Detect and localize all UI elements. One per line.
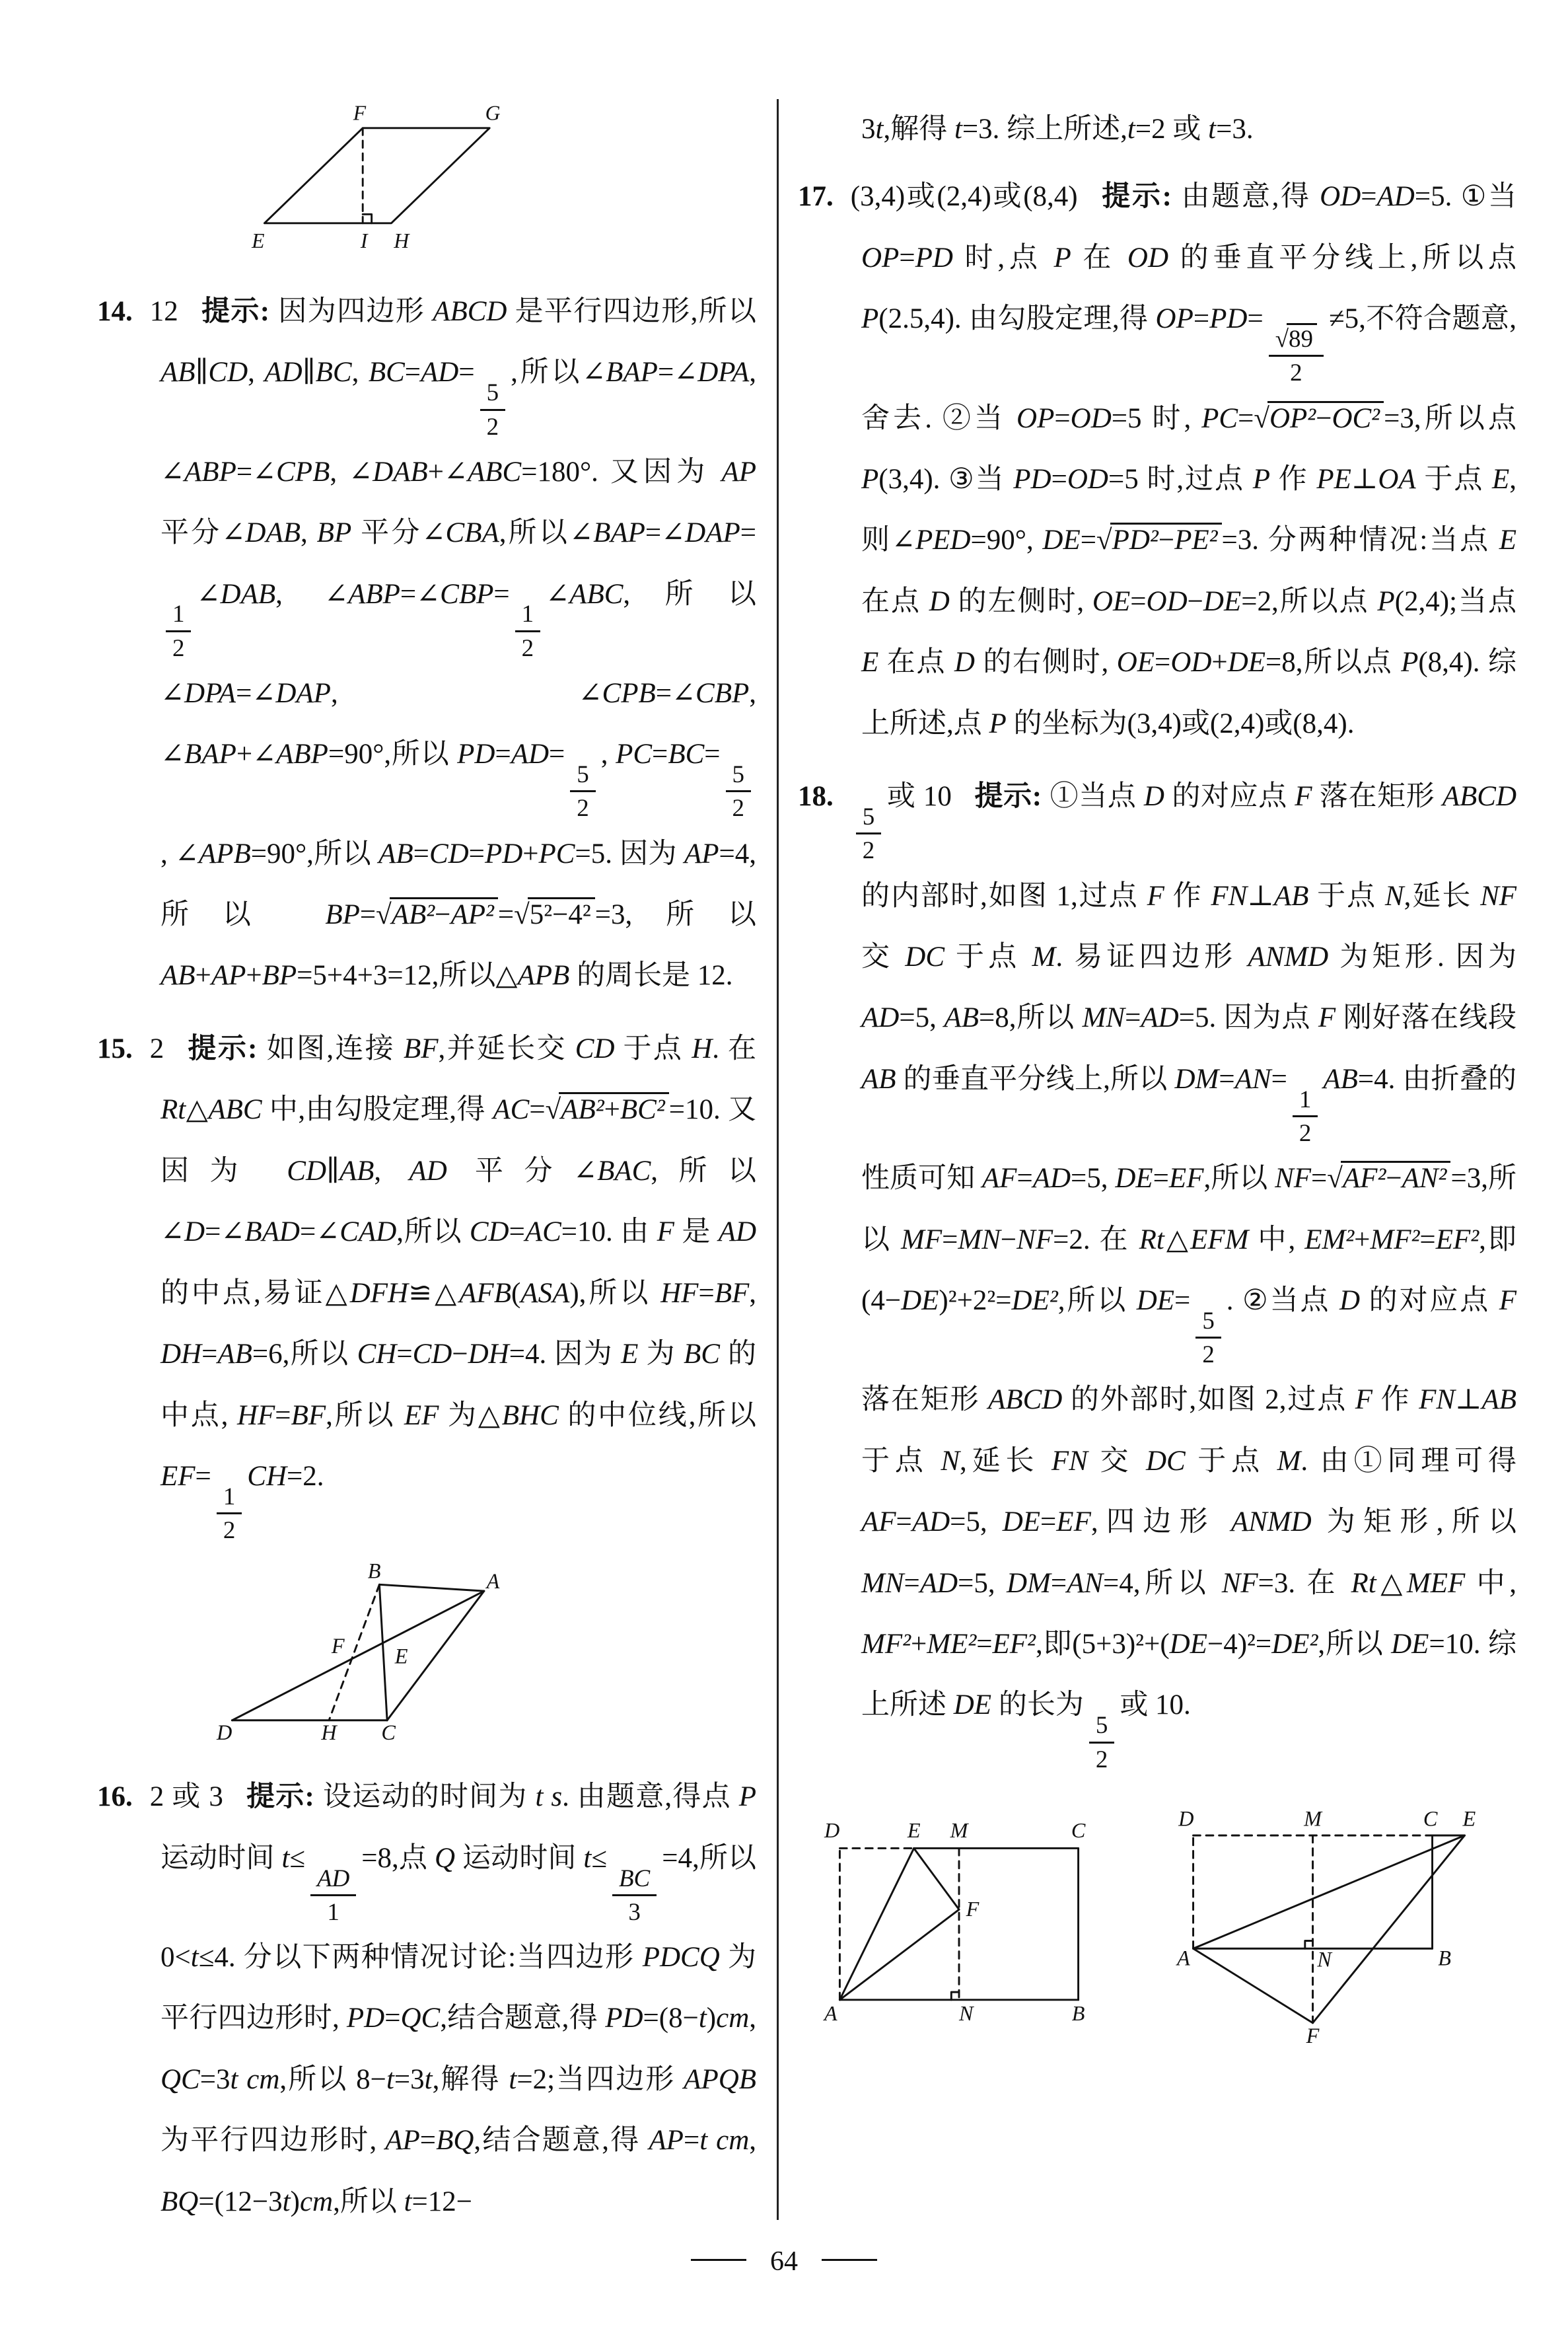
problem-number: 18.	[798, 781, 834, 813]
svg-text:H: H	[394, 229, 410, 253]
problem-number: 16.	[97, 1781, 133, 1813]
svg-text:N: N	[958, 2001, 974, 2025]
figure-row	[798, 1806, 1516, 2046]
svg-text:C: C	[381, 1720, 396, 1745]
svg-text:B: B	[367, 1559, 381, 1583]
hint-label: 提示:	[200, 296, 270, 327]
svg-text:C: C	[1423, 1806, 1438, 1831]
problem-15	[97, 1019, 756, 1545]
svg-text:F: F	[353, 101, 367, 125]
svg-text:N: N	[1317, 1947, 1332, 1972]
hint-label: 提示:	[1100, 181, 1172, 213]
problem-body: ①当点 D 的对应点 F 落在矩形 ABCD 的内部时,如图 1,过点 F 作 FN⊥AB 于点 N,延长 NF 交 DC 于点 M. 易证四边形 ANMD 为矩形. 因为 AD=5, AB=8,所以 MN=AD=5. 因为点 F 刚好落在线段 AB 的垂直平分线上,所以 DM=AN= $\frac{1}{2}$ AB=4. 由折叠的性质可知 AF=AD=5, DE=EF,所以 NF=√AF²−AN² =3,所以 MF=MN−NF=2. 在 Rt△EFM 中, EM²+MF²=EF²,即(4−DE)²+2²=DE²,所以 DE= $\frac{5}{2}$ . ②当点 D 的对应点 F 落在矩形 ABCD 的外部时,如图 2,过点 F 作 FN⊥AB 于点 N,延长 FN 交 DC 于点 M. 由①同理可得 AF=AD=5, DE=EF,四边形 ANMD 为矩形,所以 MN=AD=5, DM=AN=4,所以 NF=3. 在 Rt△MEF 中, MF²+ME²=EF²,即(5+3)²+(DE−4)²=DE²,所以 DE=10. 综上所述 DE 的长为 $\frac{5}{2}$ 或 10.	[861, 781, 1517, 1773]
parallelogram-figure	[239, 101, 556, 255]
problem-body: 由题意,得 OD=AD=5. ①当 OP=PD 时,点 P 在 OD 的垂直平分线上,所以点 P(2.5,4). 由勾股定理,得 OP=PD= $\frac{√89}{2}$ ≠5,不符合题意,舍去. ②当 OP=OD=5 时, PC=√OP²−OC² =3,所以点 P(3,4). ③当 PD=OD=5 时,过点 P 作 PE⊥OA 于点 E,则∠PED=90°, DE=√PD²−PE² =3. 分两种情况:当点 E 在点 D 的左侧时, OE=OD−DE=2,所以点 P(2,4);当点 E 在点 D 的右侧时, OE=OD+DE=8,所以点 P(8,4). 综上所述,点 P 的坐标为(3,4)或(2,4)或(8,4).	[861, 181, 1517, 739]
problem-answer: $\frac{5}{2}$ 或 10	[851, 781, 952, 812]
svg-text:I: I	[360, 229, 368, 253]
problem-answer: 12	[149, 296, 178, 327]
page-number-rule	[691, 2259, 746, 2261]
svg-text:E: E	[1462, 1806, 1476, 1831]
svg-text:F: F	[1306, 2023, 1320, 2048]
svg-text:E: E	[394, 1644, 408, 1668]
svg-text:D: D	[216, 1720, 232, 1745]
svg-text:A: A	[824, 2001, 837, 2025]
problem-17	[798, 166, 1516, 755]
column-left	[97, 99, 756, 2244]
page-number-rule	[822, 2259, 877, 2261]
svg-text:B: B	[1438, 1946, 1451, 1970]
svg-text:F: F	[966, 1896, 980, 1921]
svg-text:M: M	[950, 1818, 968, 1842]
svg-text:D: D	[1178, 1806, 1194, 1831]
fold-figure-2	[1177, 1806, 1481, 2046]
svg-text:A: A	[486, 1569, 500, 1594]
svg-text:B: B	[1071, 2001, 1085, 2025]
svg-text:M: M	[1304, 1806, 1322, 1831]
problem-number: 17.	[798, 181, 834, 213]
svg-text:D: D	[824, 1818, 840, 1842]
problem-14	[97, 281, 756, 1007]
problem-body: 因为四边形 ABCD 是平行四边形,所以 AB∥CD, AD∥BC, BC=AD= $\frac{5}{2}$ ,所以∠BAP=∠DPA, ∠ABP=∠CPB, ∠DAB+∠ABC=180°. 又因为 AP 平分∠DAB, BP 平分∠CBA,所以∠BAP=∠DAP= $\frac{1}{2}$ ∠DAB, ∠ABP=∠CBP= $\frac{1}{2}$ ∠ABC,所以∠DPA=∠DAP, ∠CPB=∠CBP, ∠BAP+∠ABP=90°,所以 PD=AD= $\frac{5}{2}$ , PC=BC= $\frac{5}{2}$ , ∠APB=90°,所以 AB=CD=PD+PC=5. 因为 AP=4,所以 BP=√AB²−AP² =√5²−4² =3,所以 AB+AP+BP=5+4+3=12,所以△APB 的周长是 12.	[160, 296, 757, 992]
continuation-text: 3t,解得 t=3. 综上所述,t=2 或 t=3.	[861, 114, 1254, 145]
problem-16	[97, 1767, 756, 2233]
hint-label: 提示:	[245, 1781, 314, 1813]
triangle-figure	[213, 1559, 510, 1745]
svg-text:G: G	[485, 101, 501, 125]
hint-label: 提示:	[186, 1033, 258, 1064]
problem-body: 设运动的时间为 t s. 由题意,得点 P 运动时间 t≤ $\frac{AD}{1}$ =8,点 Q 运动时间 t≤ $\frac{BC}{3}$ =4,所以 0<t≤4. 分以下两种情况讨论:当四边形 PDCQ 为平行四边形时, PD=QC,结合题意,得 PD=(8−t)cm, QC=3t cm,所以 8−t=3t,解得 t=2;当四边形 APQB 为平行四边形时, AP=BQ,结合题意,得 AP=t cm, BQ=(12−3t)cm,所以 t=12−	[160, 1781, 757, 2217]
svg-text:A: A	[1177, 1946, 1190, 1970]
fold-figure-1	[820, 1806, 1098, 2025]
column-divider	[777, 99, 779, 2220]
problem-body: 如图,连接 BF,并延长交 CD 于点 H. 在 Rt△ABC 中,由勾股定理,得 AC=√AB²+BC² =10. 又因为 CD∥AB, AD 平分∠BAC,所以∠D=∠BAD=∠CAD,所以 CD=AC=10. 由 F 是 AD 的中点,易证△DFH≌△AFB(ASA),所以 HF=BF, DH=AB=6,所以 CH=CD−DH=4. 因为 E 为 BC 的中点, HF=BF,所以 EF 为△BHC 的中位线,所以 EF= $\frac{1}{2}$ CH=2.	[160, 1033, 757, 1544]
problem-answer: 2 或 3	[149, 1781, 223, 1813]
page-number	[0, 2232, 1568, 2291]
problem-number: 15.	[97, 1033, 133, 1064]
column-right	[798, 99, 1516, 2046]
svg-text:C: C	[1071, 1818, 1086, 1842]
hint-label: 提示:	[974, 781, 1042, 813]
problem-answer: (3,4)或(2,4)或(8,4)	[850, 181, 1078, 213]
svg-text:E: E	[907, 1818, 921, 1842]
problem-answer: 2	[149, 1033, 164, 1064]
svg-text:F: F	[331, 1634, 345, 1658]
problem-number: 14.	[97, 296, 133, 327]
page-number-value: 64	[770, 2246, 798, 2277]
svg-text:H: H	[321, 1720, 337, 1745]
problem-18	[798, 766, 1516, 1775]
svg-text:E: E	[252, 229, 265, 253]
